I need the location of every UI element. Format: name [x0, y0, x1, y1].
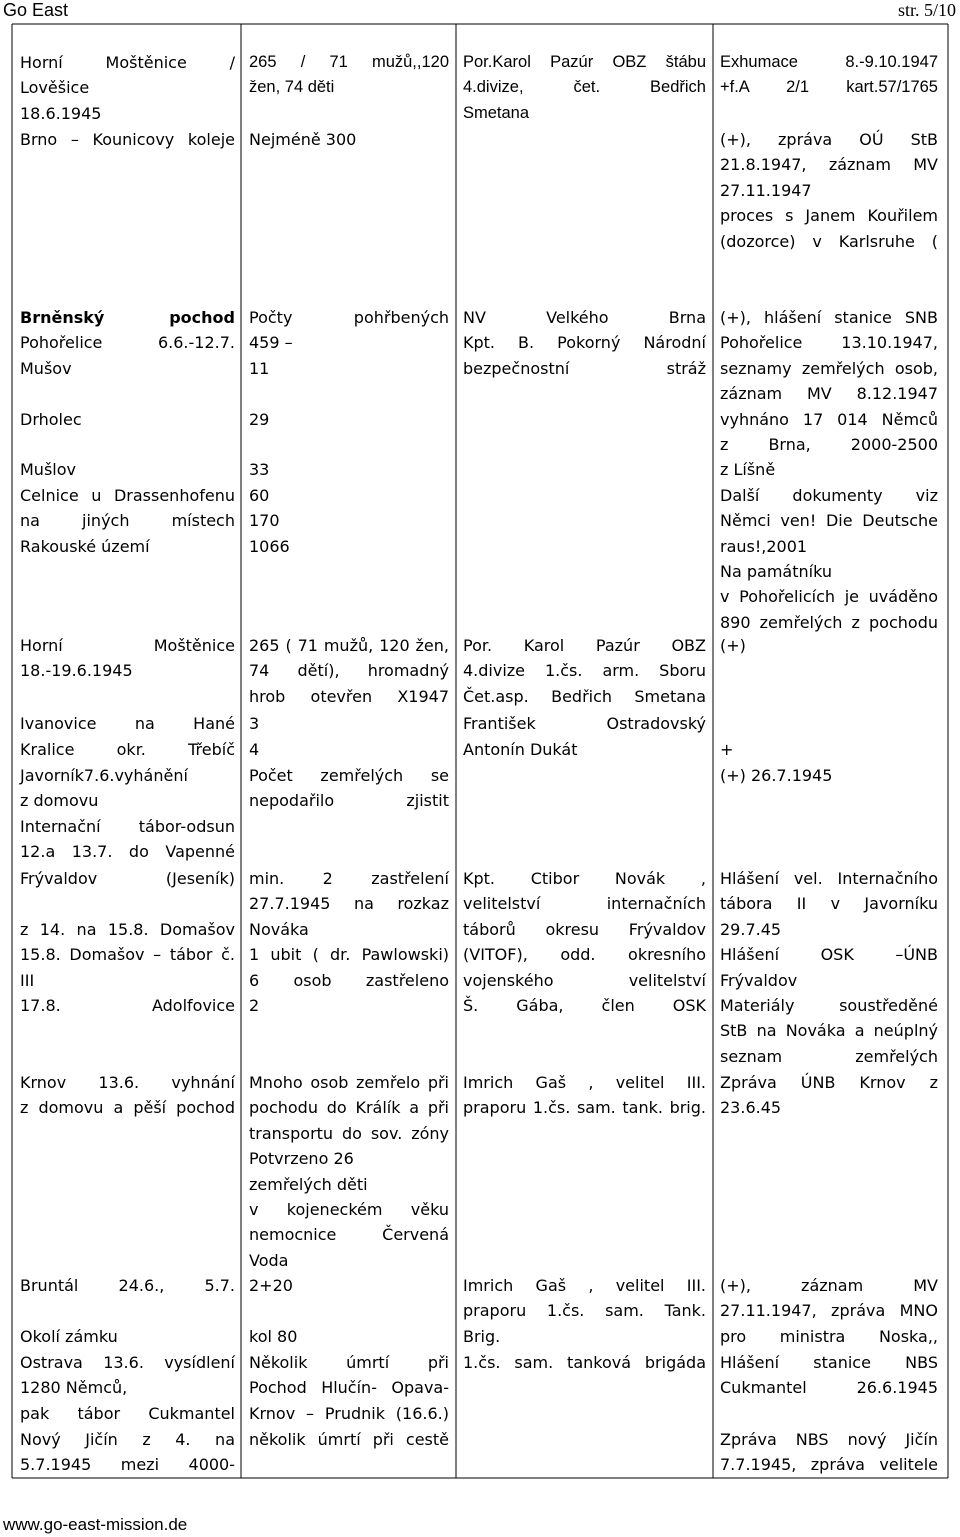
cell-line: Javorník7.6.vyhánění: [20, 766, 188, 785]
cell-line: tábora II v Javorníku: [720, 894, 938, 914]
table-cell: [463, 1070, 706, 1121]
cell-line: Na památníku: [720, 561, 832, 581]
cell-line: Hlášení stanice NBS: [720, 1353, 938, 1372]
cell-line: (+), záznam MV: [720, 1276, 938, 1295]
cell-line: +: [720, 740, 734, 759]
cell-line: (+): [720, 636, 746, 655]
table-cell: [249, 1427, 449, 1452]
header-title: Go East: [3, 0, 69, 20]
cell-line: 60: [249, 485, 270, 505]
cell-line: Okolí zámku: [20, 1326, 118, 1346]
cell-line: 3: [249, 714, 260, 733]
cell-line: nepodařilo zjistit: [249, 791, 449, 811]
cell-line: raus!,2001: [720, 536, 808, 556]
cell-line: 2+20: [249, 1276, 293, 1295]
table-cell: [249, 711, 449, 736]
cell-line: 12.a 13.7. do Vapenné: [20, 842, 235, 862]
table-cell: [463, 50, 706, 126]
cell-line: Krnov – Prudnik (16.6.): [249, 1403, 449, 1423]
cell-line: seznam zemřelých: [720, 1046, 938, 1066]
page-number: str. 5/10: [897, 0, 956, 20]
cell-line: +f.A 2/1 kart.57/1765: [720, 78, 938, 97]
cell-line: 6 osob zastřeleno: [249, 970, 449, 990]
table-cell: [720, 866, 938, 1069]
cell-line: 17.8. Adolfovice: [20, 995, 235, 1015]
cell-line: hrob otevřen X1947: [249, 686, 449, 706]
cell-line: Imrich Gaš , velitel III.: [463, 1276, 706, 1295]
cell-line: nemocnice Červená: [249, 1225, 449, 1245]
cell-line: Brig.: [463, 1326, 501, 1346]
table-cell: [249, 127, 449, 152]
cell-line: Por. Karol Pazúr OBZ: [463, 636, 706, 655]
table-cell: [20, 1350, 235, 1426]
table-cell: [20, 1427, 235, 1478]
cell-line: 27.7.1945 na rozkaz: [249, 894, 449, 914]
cell-line: 7.7.1945, zpráva velitele: [720, 1455, 938, 1475]
cell-line: seznamy zemřelých osob,: [720, 358, 938, 378]
cell-line: 265 / 71 mužů,,120: [249, 53, 449, 71]
cell-line: z 14. na 15.8. Domašov: [20, 919, 235, 939]
table-cell: [20, 1070, 235, 1121]
cell-line: 18.-19.6.1945: [20, 661, 133, 681]
cell-line: Antonín Dukát: [463, 740, 578, 759]
cell-line: 5.7.1945 mezi 4000-: [20, 1455, 235, 1475]
table-cell: [20, 633, 235, 684]
cell-line: Kpt. Ctibor Novák ,: [463, 869, 706, 888]
table-cell: [249, 1070, 449, 1273]
cell-line: 18.6.1945: [20, 103, 102, 123]
cell-line: transportu do sov. zóny: [249, 1123, 449, 1143]
cell-line: z Líšně: [720, 460, 776, 480]
table-cell: [249, 763, 449, 814]
cell-line: [20, 891, 235, 916]
cell-line: záznam MV 8.12.1947: [720, 384, 938, 404]
cell-line: 1.čs. sam. tanková brigáda: [463, 1353, 706, 1372]
table-cell: [20, 305, 235, 559]
table-cell: [463, 1350, 706, 1375]
cell-line: [249, 381, 449, 406]
cell-line: pak tábor Cukmantel: [20, 1403, 235, 1423]
cell-line: Krnov 13.6. vyhnání: [20, 1073, 235, 1092]
cell-line: 4: [249, 740, 260, 759]
cell-line: 11: [249, 358, 270, 378]
cell-line: z domovu a pěší pochod: [20, 1098, 235, 1118]
cell-line: z domovu: [20, 791, 99, 811]
cell-line: Pochod Hlučín- Opava-: [249, 1378, 449, 1398]
table-cell: [20, 711, 235, 736]
table-cell: [463, 1273, 706, 1349]
cell-line: [720, 711, 938, 736]
cell-line: Materiály soustředěné: [720, 995, 938, 1015]
cell-line: pro ministra Noska,,: [720, 1326, 938, 1346]
cell-line: několik úmrtí při cestě: [249, 1430, 449, 1449]
cell-line: NV Velkého Brna: [463, 308, 706, 327]
cell-line: v Pohořelicích je uváděno: [720, 587, 938, 607]
cell-line: [20, 432, 235, 457]
cell-line: Němci ven! Die Deutsche: [720, 511, 938, 531]
cell-line: StB na Nováka a neúplný: [720, 1021, 938, 1041]
cell-line: [249, 432, 449, 457]
cell-line: vojenského velitelství: [463, 970, 706, 990]
cell-line: Bruntál 24.6., 5.7.: [20, 1276, 235, 1295]
cell-line: Počty pohřbených: [249, 308, 449, 327]
cell-line: Cukmantel 26.6.1945: [720, 1378, 938, 1398]
table-cell: [463, 737, 706, 762]
cell-line: (VITOF), odd. okresního: [463, 945, 706, 965]
cell-line: Hlášení OSK –ÚNB: [720, 945, 938, 965]
cell-line: III: [20, 970, 35, 990]
footer-url: www.go-east-mission.de: [3, 1515, 188, 1534]
cell-line: 459 –: [249, 333, 293, 353]
cell-line: Nejméně 300: [249, 130, 357, 149]
cell-line: Frývaldov: [720, 970, 798, 990]
cell-line: František Ostradovský: [463, 714, 706, 733]
cell-line: Nováka: [249, 919, 309, 939]
table-cell: [463, 305, 706, 381]
cell-line: 1 ubit ( dr. Pawlowski): [249, 945, 449, 965]
page-header: [0, 0, 960, 22]
cell-line: Por.Karol Pazúr OBZ štábu: [463, 53, 706, 71]
table-cell: [20, 50, 235, 126]
table-cell: [720, 1350, 938, 1401]
cell-line: Pohořelice 13.10.1947,: [720, 333, 938, 353]
cell-line: min. 2 zastřelení: [249, 869, 449, 888]
cell-line: kol 80: [249, 1326, 298, 1346]
cell-line: praporu 1.čs. sam. Tank.: [463, 1301, 706, 1321]
cell-line: 74 dětí), hromadný: [249, 661, 449, 681]
cell-line: 27.11.1947, zpráva MNO: [720, 1301, 938, 1321]
cell-line: Několik úmrtí při: [249, 1353, 449, 1372]
cell-line: Zpráva ÚNB Krnov z: [720, 1073, 938, 1092]
cell-line: [20, 1298, 235, 1323]
cell-line: Potvrzeno 26: [249, 1149, 354, 1169]
table-cell: [720, 305, 938, 635]
table-cell: [720, 1427, 938, 1478]
cell-line: Kralice okr. Třebíč: [20, 740, 235, 759]
cell-line: Další dokumenty viz: [720, 485, 938, 505]
cell-line: v kojeneckém věku: [249, 1199, 449, 1219]
cell-line: Ostrava 13.6. vysídlení: [20, 1353, 235, 1372]
cell-line: pochodu do Králík a při: [249, 1098, 449, 1118]
cell-line: 890 zemřelých z pochodu: [720, 612, 938, 632]
cell-line: 27.11.1947: [720, 180, 812, 200]
cell-line: Lověšice: [20, 78, 90, 98]
table-cell: [720, 633, 938, 658]
table-cell: [463, 866, 706, 1018]
cell-line: Čet.asp. Bedřich Smetana: [463, 686, 706, 706]
cell-line: zemřelých děti: [249, 1174, 368, 1194]
cell-line: (+) 26.7.1945: [720, 766, 833, 785]
cell-line: Exhumace 8.-9.10.1947: [720, 53, 938, 71]
cell-line: [20, 381, 235, 406]
cell-line: 4.divize, čet. Bedřich: [463, 78, 706, 97]
cell-line: 21.8.1947, záznam MV: [720, 155, 938, 175]
table-cell: [720, 127, 938, 254]
cell-line: Mušov: [20, 358, 72, 378]
cell-line: velitelství internačních: [463, 894, 706, 914]
cell-line: 265 ( 71 mužů, 120 žen,: [249, 636, 449, 655]
cell-line: proces s Janem Kouřilem: [720, 206, 938, 226]
table-cell: [720, 1273, 938, 1349]
cell-line: Imrich Gaš , velitel III.: [463, 1073, 706, 1092]
table-cell: [720, 1070, 938, 1121]
cell-line: 15.8. Domašov – tábor č.: [20, 945, 235, 965]
cell-line: Zpráva NBS nový Jičín: [720, 1430, 938, 1449]
cell-line: Horní Moštěnice: [20, 636, 235, 655]
cell-line: Hlášení vel. Internačního: [720, 869, 938, 888]
cell-line: 29.7.45: [720, 919, 782, 939]
cell-line: Voda: [249, 1250, 289, 1270]
table-cell: [249, 1350, 449, 1426]
cell-line: 33: [249, 460, 270, 480]
cell-line: Frývaldov (Jeseník): [20, 869, 235, 888]
cell-line: (dozorce) v Karlsruhe (: [720, 231, 938, 251]
cell-line: Celnice u Drassenhofenu: [20, 485, 235, 505]
table-cell: [20, 737, 235, 762]
cell-line: 1066: [249, 536, 290, 556]
table-cell: [720, 50, 938, 101]
cell-line: 4.divize 1.čs. arm. Sboru: [463, 661, 706, 681]
cell-line: bezpečnostní stráž: [463, 358, 706, 378]
cell-line: Mušlov: [20, 460, 76, 480]
cell-line: Brněnský pochod: [20, 308, 235, 327]
table-cell: [249, 737, 449, 762]
table-cell: [720, 737, 938, 762]
cell-line: Drholec: [20, 409, 82, 429]
table-cell: [249, 305, 449, 559]
cell-line: Š. Gába, člen OSK: [463, 995, 706, 1015]
cell-line: na jiných místech: [20, 511, 235, 531]
cell-line: Smetana: [463, 103, 530, 122]
table-cell: [20, 1273, 235, 1349]
cell-line: Kpt. B. Pokorný Národní: [463, 333, 706, 353]
cell-line: Brno – Kounicovy koleje: [20, 130, 235, 149]
table-cell: [720, 763, 938, 788]
cell-line: praporu 1.čs. sam. tank. brig.: [463, 1098, 706, 1118]
table-cell: [20, 763, 235, 865]
cell-line: 1280 Němců,: [20, 1378, 128, 1398]
cell-line: Mnoho osob zemřelo při: [249, 1073, 449, 1092]
cell-line: 23.6.45: [720, 1098, 782, 1118]
table-cell: [20, 866, 235, 1018]
cell-line: žen, 74 děti: [249, 78, 335, 97]
cell-line: Internační tábor-odsun: [20, 816, 235, 836]
cell-line: (+), hlášení stanice SNB: [720, 308, 938, 327]
cell-line: 29: [249, 409, 270, 429]
cell-line: Rakouské území: [20, 536, 150, 556]
cell-line: Nový Jičín z 4. na: [20, 1430, 235, 1449]
cell-line: Počet zemřelých se: [249, 766, 449, 785]
cell-line: 2: [249, 995, 260, 1015]
table-cell: [463, 633, 706, 709]
table-cell: [249, 50, 449, 101]
table-cell: [249, 866, 449, 1018]
cell-line: [249, 1298, 449, 1323]
cell-line: 170: [249, 511, 280, 531]
cell-line: Pohořelice 6.6.-12.7.: [20, 333, 235, 353]
cell-line: táborů okresu Frývaldov: [463, 919, 706, 939]
cell-line: Horní Moštěnice /: [20, 53, 235, 72]
table-cell: [249, 1273, 449, 1349]
table-cell: [463, 711, 706, 736]
table-cell: [20, 127, 235, 152]
cell-line: vyhnáno 17 014 Němců: [720, 409, 938, 429]
cell-line: (+), zpráva OÚ StB: [720, 130, 938, 149]
table-cell: [720, 711, 938, 736]
table-cell: [249, 633, 449, 709]
cell-line: Ivanovice na Hané: [20, 714, 235, 733]
cell-line: z Brna, 2000-2500: [720, 434, 938, 454]
